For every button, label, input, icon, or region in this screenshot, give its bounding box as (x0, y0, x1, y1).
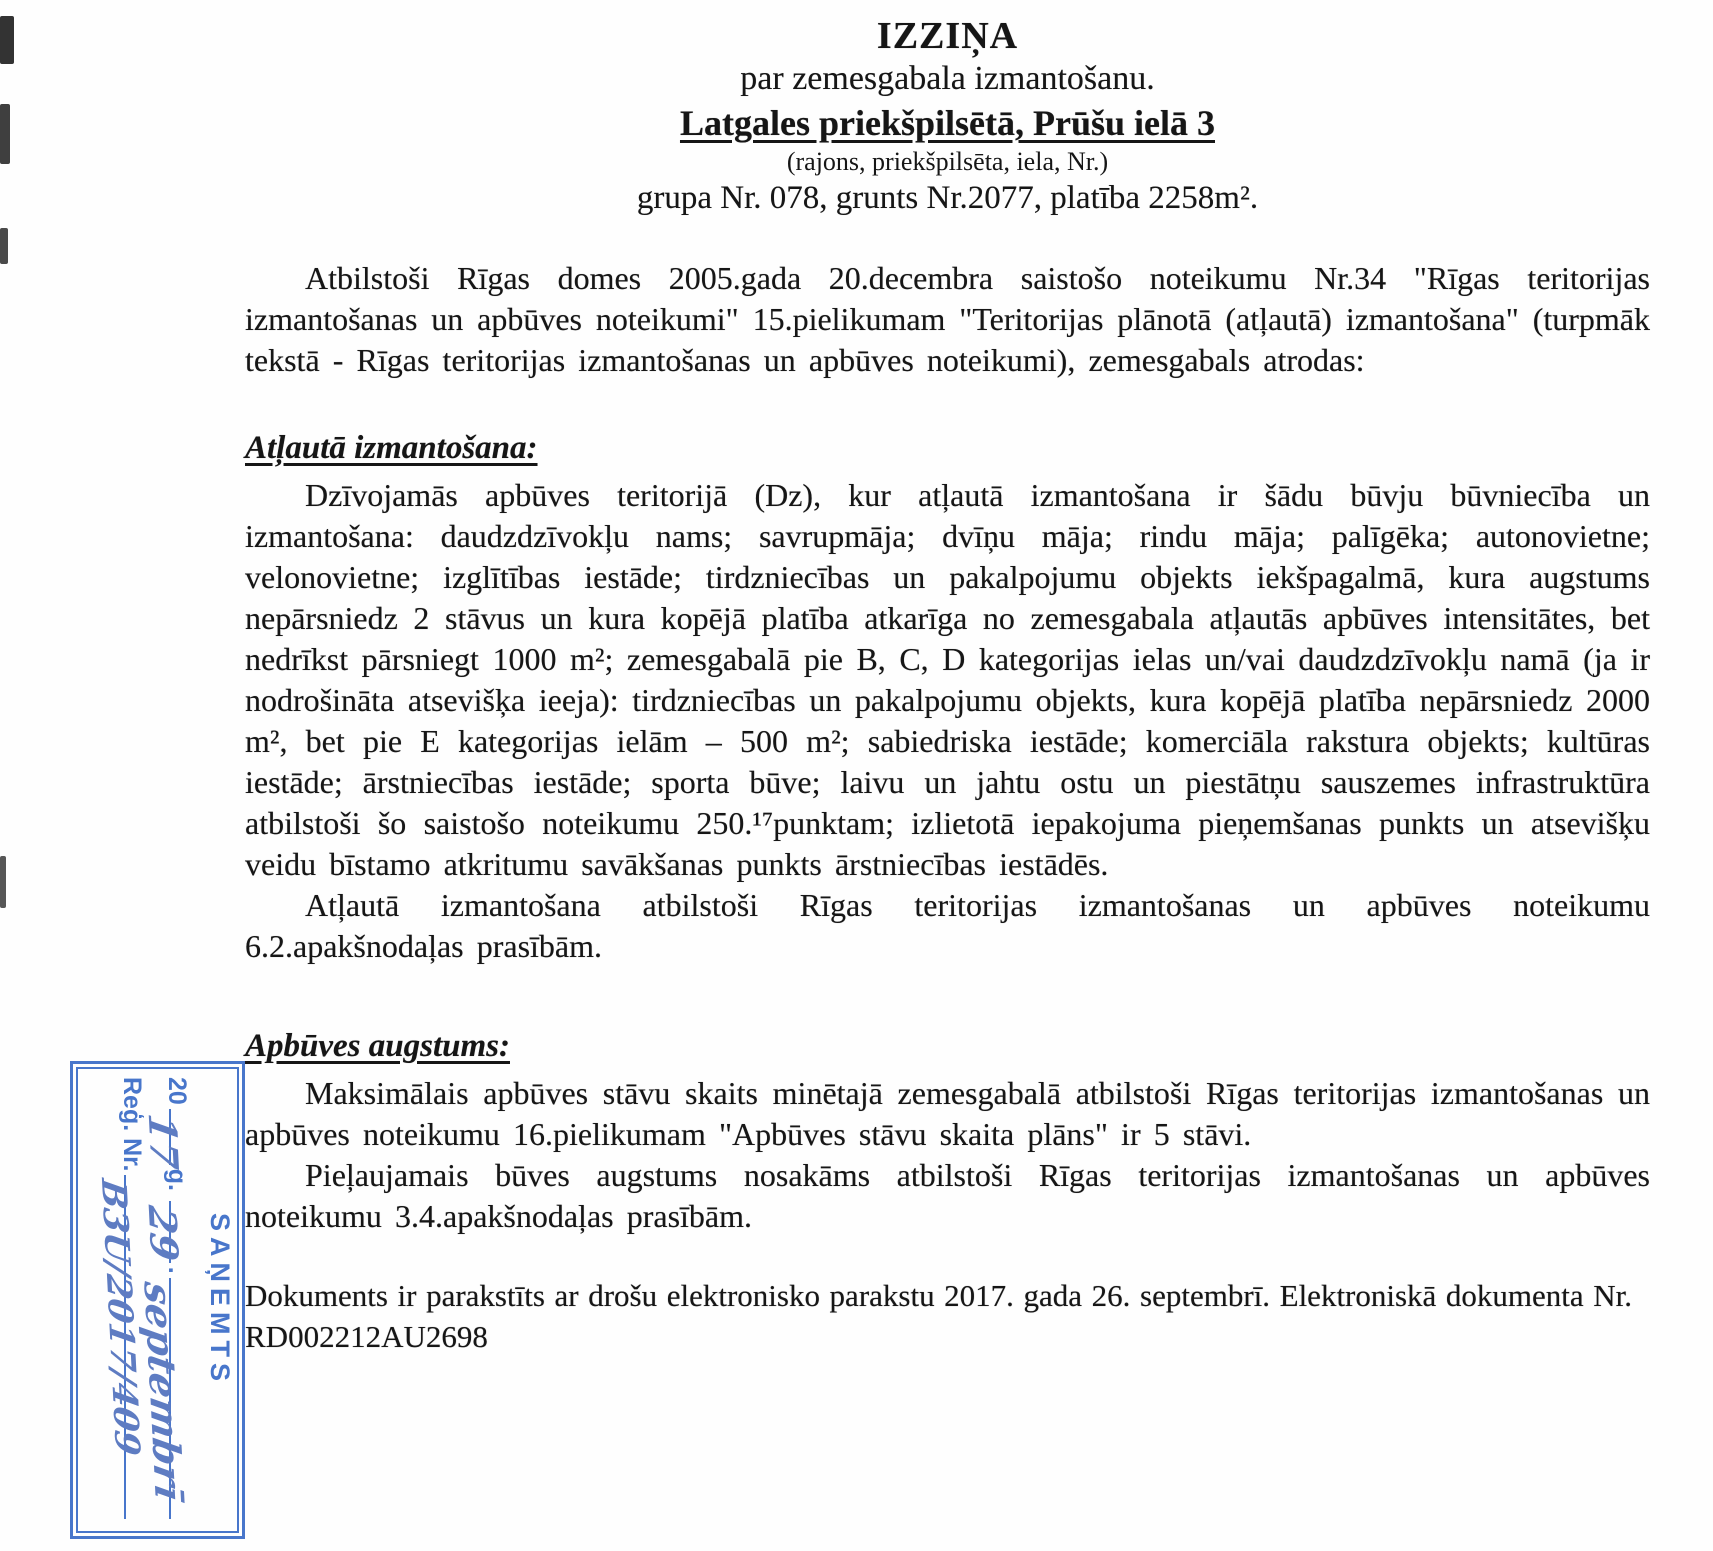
stamp-received-label: SAŅEMTS (205, 1212, 235, 1387)
stamp-day-blank (139, 1201, 188, 1264)
stamp-reg-handwriting: B3U/2017/409 (92, 1176, 148, 1459)
address-caption: (rajons, priekšpilsēta, iela, Nr.) (786, 147, 1109, 176)
address-line: Latgales priekšpilsētā, Prūšu ielā 3 (679, 103, 1215, 143)
building-height-paragraph: Maksimālais apbūves stāvu skaits minētajā zemesgabalā atbilstoši Rīgas teritorijas izmantošanas un apbūves noteikumu 16.pielikumam "Apbūves stāvu skaita plāns" ir 5 stāvi. (245, 1075, 1650, 1152)
scan-artifact (0, 16, 14, 64)
permitted-use-paragraph: Dzīvojamās apbūves teritorijā (Dz), kur atļautā izmantošana ir šādu būvju būvniecība un izmantošana: daudzdzīvokļu nams; savrupmāja; dvīņu māja; rindu māja; palīgēka; autonovietne; velonovietne; izglītības iestāde; tirdzniecības un pakalpojumu objekts iekšpagalmā, kura augstums nepārsniedz 2 stāvus un kura kopējā platība atkarīga no zemesgabala atļautās apbūves intensitātes, bet nedrīkst pārsniegt 1000 m²; zemesgabalā pie B, C, D kategorijas ielas un/vai daudzdzīvokļu namā (ja ir nodrošināta atsevišķa ieeja): tirdzniecības un pakalpojumu objekts, kura kopējā platība nepārsniedz 2000 m², bet pie E kategorijas ielām – 500 m²; sabiedriska iestāde; komerciāla rakstura objekts; kultūras iestāde; ārstniecības iestāde; sporta būve; laivu un jahtu ostu un piestātņu sauszemes infrastruktūra atbilstoši šo saistošo noteikumu 250.¹⁷punktam; izlietotā iepakojuma pieņemšanas punkts un atsevišķu veidu bīstamo atkritumu savākšanas punkts ārstniecības iestādēs. (245, 477, 1650, 882)
stamp-year-blank (139, 1109, 188, 1172)
stamp-reg-label: Reģ. Nr. (118, 1077, 146, 1172)
intro-paragraph: Atbilstoši Rīgas domes 2005.gada 20.decembra saistošo noteikumu Nr.34 "Rīgas teritorijas izmantošanas un apbūves noteikumi" 15.pielikumam "Teritorijas plānotā (atļautā) izmantošana" (turpmāk tekstā - Rīgas teritorijas izmantošanas un apbūves noteikumi), zemesgabals atrodas: (245, 260, 1650, 378)
stamp-year-handwriting: 17 (139, 1111, 188, 1172)
stamp-date-prefix: 20 (163, 1077, 191, 1105)
plot-info-line: grupa Nr. 078, grunts Nr.2077, platība 2258m². (636, 180, 1259, 216)
stamp-day-handwriting: 29 (139, 1203, 188, 1264)
section-heading-atlauta-izmantosana: Atļautā izmantošana: (245, 430, 538, 466)
stamp-date-line (135, 1077, 192, 1523)
stamp-month-blank (135, 1278, 192, 1519)
stamp-month-handwriting: septembrī (135, 1279, 192, 1504)
scan-artifact (0, 228, 8, 264)
building-height-reference-paragraph: Pieļaujamais būves augstums nosakāms atbilstoši Rīgas teritorijas izmantošanas un apbūves noteikumu 3.4.apakšnodaļas prasībām. (245, 1157, 1650, 1234)
document-subtitle: par zemesgabala izmantošanu. (740, 60, 1155, 97)
scan-artifact (0, 856, 6, 908)
scan-artifact (0, 104, 10, 164)
section-heading-apbuves-augstums: Apbūves augstums: (245, 1028, 510, 1064)
permitted-use-reference-paragraph: Atļautā izmantošana atbilstoši Rīgas teritorijas izmantošanas un apbūves noteikumu 6.2.apakšnodaļas prasībām. (245, 887, 1650, 964)
stamp-reg-blank (92, 1175, 148, 1519)
received-stamp (70, 1061, 245, 1539)
stamp-gada-label: g. (163, 1168, 191, 1191)
document-title: IZZIŅA (876, 15, 1019, 57)
document-body (245, 14, 1650, 1357)
stamp-date-dot: . (163, 1266, 191, 1274)
electronic-signature-note: Dokuments ir parakstīts ar drošu elektronisko parakstu 2017. gada 26. septembrī. Elektroniskā dokumenta Nr. RD002212AU2698 (245, 1278, 1633, 1354)
received-stamp-inner-frame (76, 1067, 239, 1533)
